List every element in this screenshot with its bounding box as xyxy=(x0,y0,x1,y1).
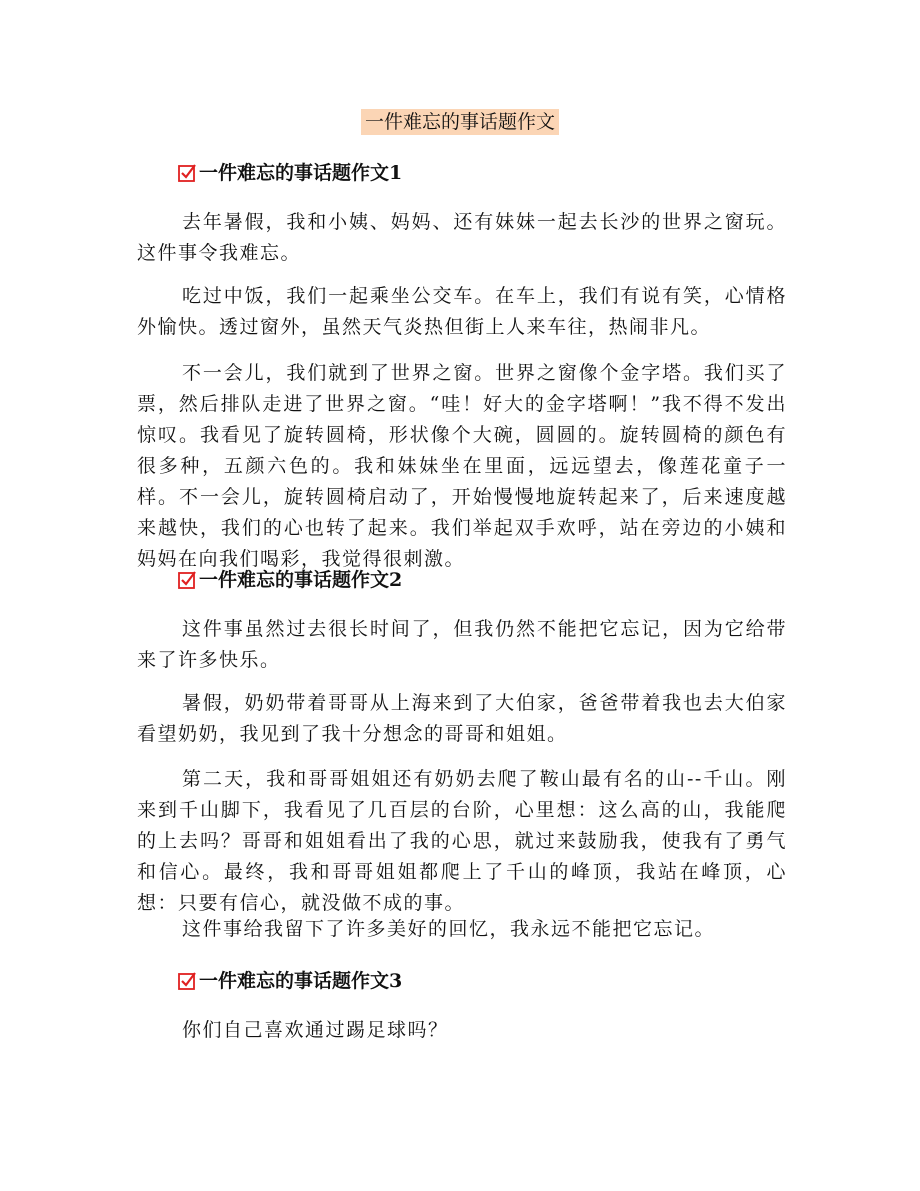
document-title xyxy=(0,108,920,136)
paragraph: 不一会儿，我们就到了世界之窗。世界之窗像个金字塔。我们买了票，然后排队走进了世界之窗。“哇！好大的金字塔啊！”我不得不发出惊叹。我看见了旋转圆椅，形状像个大碗，圆圆的。旋转圆椅的颜色有很多种，五颜六色的。我和妹妹坐在里面，远远望去，像莲花童子一样。不一会儿，旋转圆椅启动了，开始慢慢地旋转起来了，后来速度越来越快，我们的心也转了起来。我们举起双手欢呼，站在旁边的小姨和妈妈在向我们喝彩，我觉得很刺激。 xyxy=(137,362,787,570)
section-heading-text: 一件难忘的事话题作文1 xyxy=(199,162,403,184)
section-heading-text: 一件难忘的事话题作文3 xyxy=(199,970,403,992)
checkbox-checked-icon xyxy=(178,164,196,182)
paragraph: 吃过中饭，我们一起乘坐公交车。在车上，我们有说有笑，心情格外愉快。透过窗外，虽然天气炎热但街上人来车往，热闹非凡。 xyxy=(137,285,787,338)
paragraph: 你们自己喜欢通过踢足球吗？ xyxy=(182,1019,449,1041)
checkbox-checked-icon xyxy=(178,571,196,589)
document-title-text: 一件难忘的事话题作文 xyxy=(361,109,559,135)
paragraph: 第二天，我和哥哥姐姐还有奶奶去爬了鞍山最有名的山--千山。刚来到千山脚下，我看见了几百层的台阶，心里想：这么高的山，我能爬的上去吗？哥哥和姐姐看出了我的心思，就过来鼓励我，使我有了勇气和信心。最终，我和哥哥姐姐都爬上了千山的峰顶，我站在峰顶，心想：只要有信心，就没做不成的事。 xyxy=(137,768,787,914)
paragraph: 暑假，奶奶带着哥哥从上海来到了大伯家，爸爸带着我也去大伯家看望奶奶，我见到了我十分想念的哥哥和姐姐。 xyxy=(137,692,787,745)
section-heading-1 xyxy=(178,160,402,186)
section-heading-text: 一件难忘的事话题作文2 xyxy=(199,569,403,591)
paragraph: 这件事虽然过去很长时间了，但我仍然不能把它忘记，因为它给带来了许多快乐。 xyxy=(137,618,787,671)
paragraph: 去年暑假，我和小姨、妈妈、还有妹妹一起去长沙的世界之窗玩。这件事令我难忘。 xyxy=(137,211,787,264)
paragraph: 这件事给我留下了许多美好的回忆，我永远不能把它忘记。 xyxy=(182,918,716,940)
checkbox-checked-icon xyxy=(178,972,196,990)
section-heading-2 xyxy=(178,567,402,593)
section-heading-3 xyxy=(178,968,402,994)
